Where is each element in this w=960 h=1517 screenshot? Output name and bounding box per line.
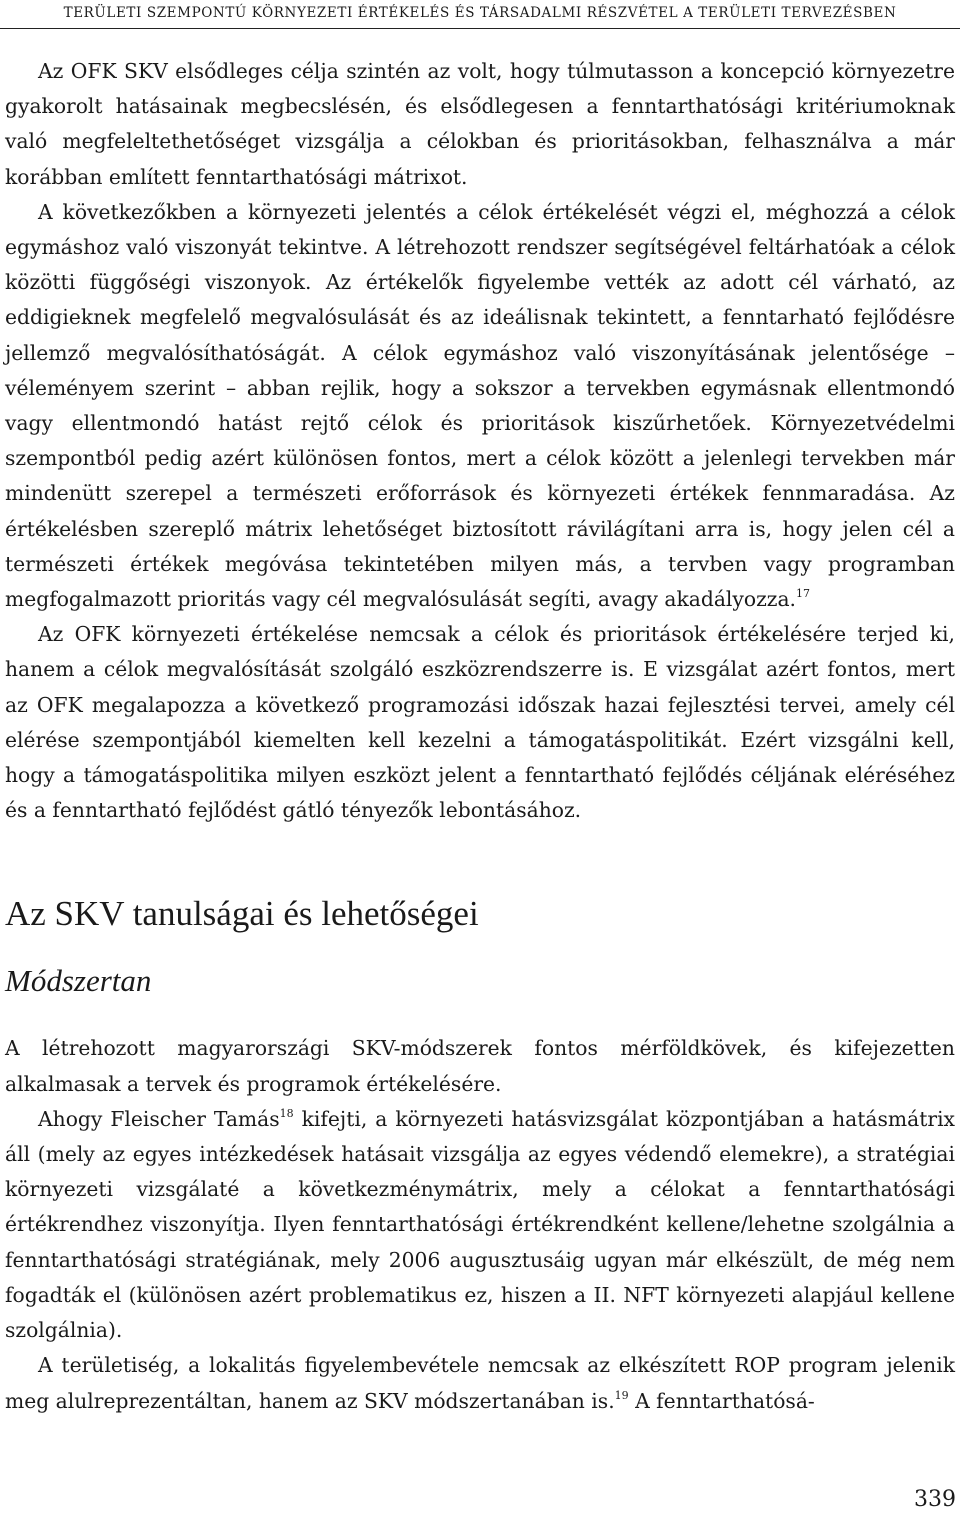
paragraph-text: Ahogy Fleischer Tamás [38, 1106, 280, 1131]
paragraph: Az OFK SKV elsődleges célja szintén az volt, hogy túlmutasson a koncepció környezetre gyakorolt hatásainak megbecslésén, és elsődlegesen a fenntarthatósági kritériumoknak való megfeleltethetőséget vizsgálja a célokban és prioritásokban, felhasználva a már korábban említett fenntarthatósági mátrixot. [5, 59, 955, 189]
paragraph-text: A területiség, a lokalitás figyelembevétele nemcsak az elkészített ROP program jelenik meg alulreprezentáltan, hanem az SKV módszertanában is. [5, 1353, 955, 1413]
paragraph-text: kifejti, a környezeti hatásvizsgálat központjában a hatásmátrix áll (mely az egyes intézkedések hatásait vizsgálja az egyes védendő elemekre), a stratégiai környezeti vizsgálaté a következménymátrix, mely a célokat a fenntarthatósági értékrendhez viszonyítja. Ilyen fenntarthatósági értékrendként kellene/lehetne szolgálnia a fenntarthatósági stratégiának, mely 2006 augusztusáig ugyan már elkészült, de még nem fogadták el (különösen azért problematikus ez, hiszen a II. NFT környezeti alapjául kellene szolgálnia). [5, 1106, 955, 1343]
paragraph-text: A fenntarthatósá- [628, 1388, 815, 1413]
running-header-title: TERÜLETI SZEMPONTÚ KÖRNYEZETI ÉRTÉKELÉS ÉS TÁRSADALMI RÉSZVÉTEL A TERÜLETI TERVEZÉSBEN [63, 5, 897, 21]
footnote-ref: 18 [279, 1106, 294, 1120]
subsection-heading: Módszertan [5, 963, 152, 999]
paragraph [5, 195, 955, 617]
page-body [5, 54, 955, 1419]
running-header [0, 0, 960, 29]
paragraph [5, 1102, 955, 1348]
page-number: 339 [914, 1487, 956, 1512]
paragraph [5, 1348, 955, 1418]
section-heading: Az SKV tanulságai és lehetőségei [5, 894, 479, 934]
footnote-ref: 19 [614, 1388, 629, 1402]
paragraph-text: A következőkben a környezeti jelentés a célok értékelését végzi el, méghozzá a célok egymáshoz való viszonyát tekintve. A létrehozott rendszer segítségével feltárhatóak a célok közötti függőségi viszonyok. Az értékelők figyelembe vették az adott cél várható, az eddigieknek megfelelő megvalósulását és az ideálisnak tekintett, a fenntarható fejlődésre jellemző megvalósíthatóságát. A célok egymáshoz való viszonyításának jelentősége – véleményem szerint – abban rejlik, hogy a sokszor a tervekben egymásnak ellentmondó vagy ellentmondó hatást rejtő célok és prioritások kiszűrhetőek. Környezetvédelmi szempontból pedig azért különösen fontos, mert a célok között a jelenlegi tervekben már mindenütt szerepel a természeti erőforrások és környezeti értékek fennmaradása. Az értékelésben szereplő mátrix lehetőséget biztosított rávilágítani arra is, hogy jelen cél a természeti értékek megóvása tekintetében milyen más, a tervben vagy programban megfogalmazott prioritás vagy cél megvalósulását segíti, avagy akadályozza. [5, 199, 955, 612]
footnote-ref: 17 [796, 587, 810, 601]
paragraph: A létrehozott magyarországi SKV-módszerek fontos mérföldkövek, és kifejezetten alkalmasak a tervek és programok értékelésére. [5, 1036, 955, 1096]
paragraph: Az OFK környezeti értékelése nemcsak a célok és prioritások értékelésére terjed ki, hanem a célok megvalósítását szolgáló eszközrendszerre is. E vizsgálat azért fontos, mert az OFK megalapozza a következő programozási időszak hazai fejlesztési tervei, amely cél elérése szempontjából kiemelten kell kezelni a támogatáspolitikát. Ezért vizsgálni kell, hogy a támogatáspolitika milyen eszközt jelent a fenntartható fejlődés céljának eléréséhez és a fenntartható fejlődést gátló tényezők lebontásához. [5, 622, 955, 823]
